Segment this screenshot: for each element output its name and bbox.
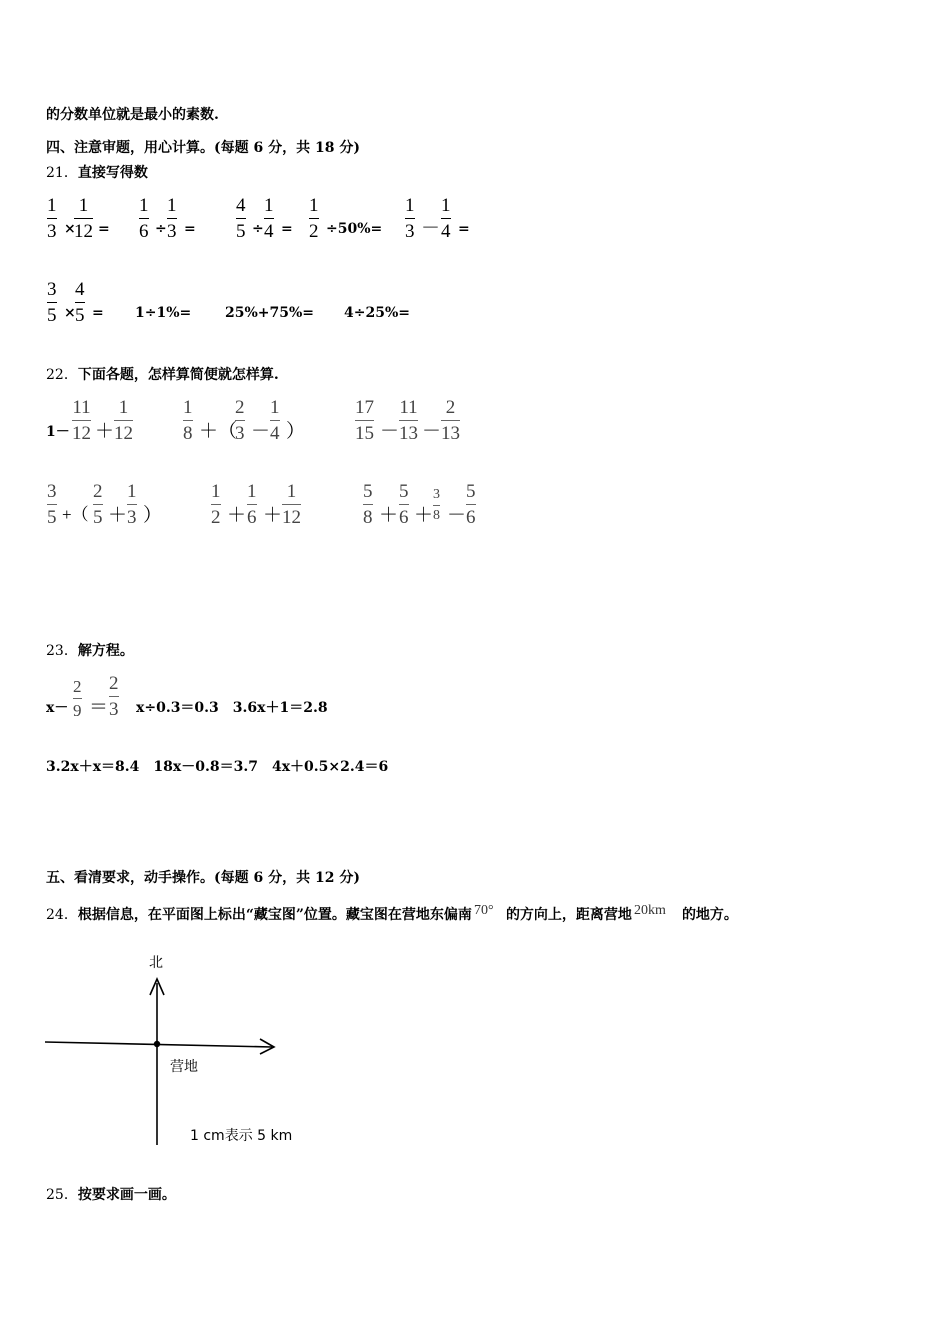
- q23-eq1-frac1: 2 9: [73, 677, 82, 720]
- q22-e4-close: ）: [143, 505, 163, 526]
- q22-e3-op2: －: [422, 421, 442, 442]
- q22-e5-frac2: 1 6: [247, 481, 257, 528]
- q21-item3-eq: =: [281, 221, 293, 237]
- q22-e6-op1: ＋: [379, 505, 399, 526]
- q21-item3-op: ÷: [252, 221, 264, 237]
- q22-e6-op3: －: [447, 505, 467, 526]
- q21-item1-op: ×: [64, 221, 76, 237]
- q22-e6-frac4: 5 6: [466, 481, 476, 528]
- q23-eq1-lead: x－: [46, 700, 69, 716]
- q22-e5-frac1: 1 2: [211, 481, 221, 528]
- q22-e2-op2: －: [251, 421, 271, 442]
- q24-text-c: 的地方。: [681, 907, 738, 923]
- q22-e6-frac1: 5 8: [363, 481, 373, 528]
- q25-number: 25．: [46, 1187, 78, 1203]
- q22-heading: [46, 364, 279, 384]
- q22-e1-frac1: 11 12: [72, 397, 91, 444]
- q21-number: 21．: [46, 165, 78, 181]
- q22-e4-frac3: 1 3: [127, 481, 137, 528]
- q22-e4-frac1: 3 5: [47, 481, 57, 528]
- q25-title: 按要求画一画。: [77, 1187, 176, 1203]
- q24-dist: 20km: [633, 903, 666, 918]
- camp-point: [154, 1041, 160, 1047]
- q22-title: 下面各题，怎样算简便就怎样算.: [77, 367, 279, 383]
- q22-e3-op1: －: [380, 421, 400, 442]
- q21-item7: 1÷1%=: [135, 305, 192, 321]
- q21-item4-frac-a: 1 2: [309, 195, 319, 242]
- q22-e5-op2: ＋: [263, 505, 283, 526]
- q21-item1-eq: =: [98, 221, 110, 237]
- q21-item6-frac-a: 3 5: [47, 279, 57, 326]
- q21-item3-frac-b: 1 4: [264, 195, 274, 242]
- q22-e3-frac2: 11 13: [399, 397, 418, 444]
- q22-e1-frac2: 1 12: [114, 397, 133, 444]
- q21-item6-eq: =: [92, 305, 104, 321]
- q22-e2-op1: ＋（: [199, 421, 238, 442]
- q21-item1-frac-a: 1 3: [47, 195, 57, 242]
- q22-e2-frac2: 2 3: [235, 397, 245, 444]
- q22-e4-op1: +（: [62, 505, 89, 524]
- q21-item1-frac-b: 1 12: [74, 195, 93, 242]
- q23-heading: [46, 640, 134, 660]
- q23-row2: 3.2x＋x＝8.4 18x－0.8＝3.7 4x＋0.5×2.4＝6: [46, 759, 389, 775]
- q21-item5-eq: =: [458, 221, 470, 237]
- q24-text-b: 的方向上，距离营地: [505, 907, 632, 923]
- q21-item5-frac-a: 1 3: [405, 195, 415, 242]
- q22-e2-close: ）: [286, 421, 306, 442]
- q23-number: 23．: [46, 643, 78, 659]
- section5-title: 五、看清要求，动手操作。(每题 6 分，共 12 分): [46, 870, 360, 886]
- q21-item2-frac-a: 1 6: [139, 195, 149, 242]
- q22-e5-frac3: 1 12: [282, 481, 301, 528]
- q22-e3-frac1: 17 15: [355, 397, 374, 444]
- q21-item6-op: ×: [64, 305, 76, 321]
- q24-angle: 70°: [473, 903, 494, 918]
- q23-title: 解方程。: [77, 643, 134, 659]
- q22-e2-frac1: 1 8: [183, 397, 193, 444]
- q22-e4-op2: ＋: [108, 505, 128, 526]
- q25-heading: [46, 1184, 176, 1204]
- q24-text: [46, 904, 738, 924]
- q21-item5-op: －: [421, 218, 441, 239]
- camp-label: 营地: [170, 1059, 198, 1075]
- q22-e5-op1: ＋: [227, 505, 247, 526]
- q23-eq-rest1: x÷0.3＝0.3 3.6x＋1＝2.8: [136, 700, 328, 716]
- q22-number: 22．: [46, 367, 78, 383]
- q24-number: 24．: [46, 907, 78, 923]
- q23-eq1-op: ＝: [89, 697, 109, 718]
- q22-e6-op2: ＋: [414, 505, 434, 526]
- intro-tail-text: 的分数单位就是最小的素数.: [46, 107, 219, 123]
- q21-item4-rest: ÷50%=: [326, 221, 383, 237]
- q21-item3-frac-a: 4 5: [236, 195, 246, 242]
- q21-heading: [46, 162, 148, 182]
- q22-e1-op: ＋: [95, 421, 115, 442]
- q22-e4-frac2: 2 5: [93, 481, 103, 528]
- q21-item8: 25%+75%=: [225, 305, 315, 321]
- q21-item2-frac-b: 1 3: [167, 195, 177, 242]
- q21-item2-op: ÷: [155, 221, 167, 237]
- q22-e3-frac3: 2 13: [441, 397, 460, 444]
- q21-item9: 4÷25%=: [344, 305, 410, 321]
- q21-item5-frac-b: 1 4: [441, 195, 451, 242]
- q23-eq1-frac2: 2 3: [109, 673, 119, 720]
- section4-title: 四、注意审题，用心计算。(每题 6 分，共 18 分): [46, 140, 360, 156]
- q22-e6-frac2: 5 6: [399, 481, 409, 528]
- q24-text-a: 根据信息，在平面图上标出“藏宝图”位置。藏宝图在营地东偏南: [77, 907, 472, 923]
- q22-e2-frac3: 1 4: [270, 397, 280, 444]
- q22-e1-lead: 1－: [46, 424, 70, 440]
- q21-item2-eq: =: [184, 221, 196, 237]
- q24-diagram: [40, 945, 320, 1155]
- scale-label: 1 cm表示 5 km: [190, 1128, 293, 1144]
- q21-item6-frac-b: 4 5: [75, 279, 85, 326]
- north-label: 北: [149, 955, 163, 971]
- q22-e6-frac3: 3 8: [433, 487, 440, 523]
- q21-title: 直接写得数: [77, 165, 148, 181]
